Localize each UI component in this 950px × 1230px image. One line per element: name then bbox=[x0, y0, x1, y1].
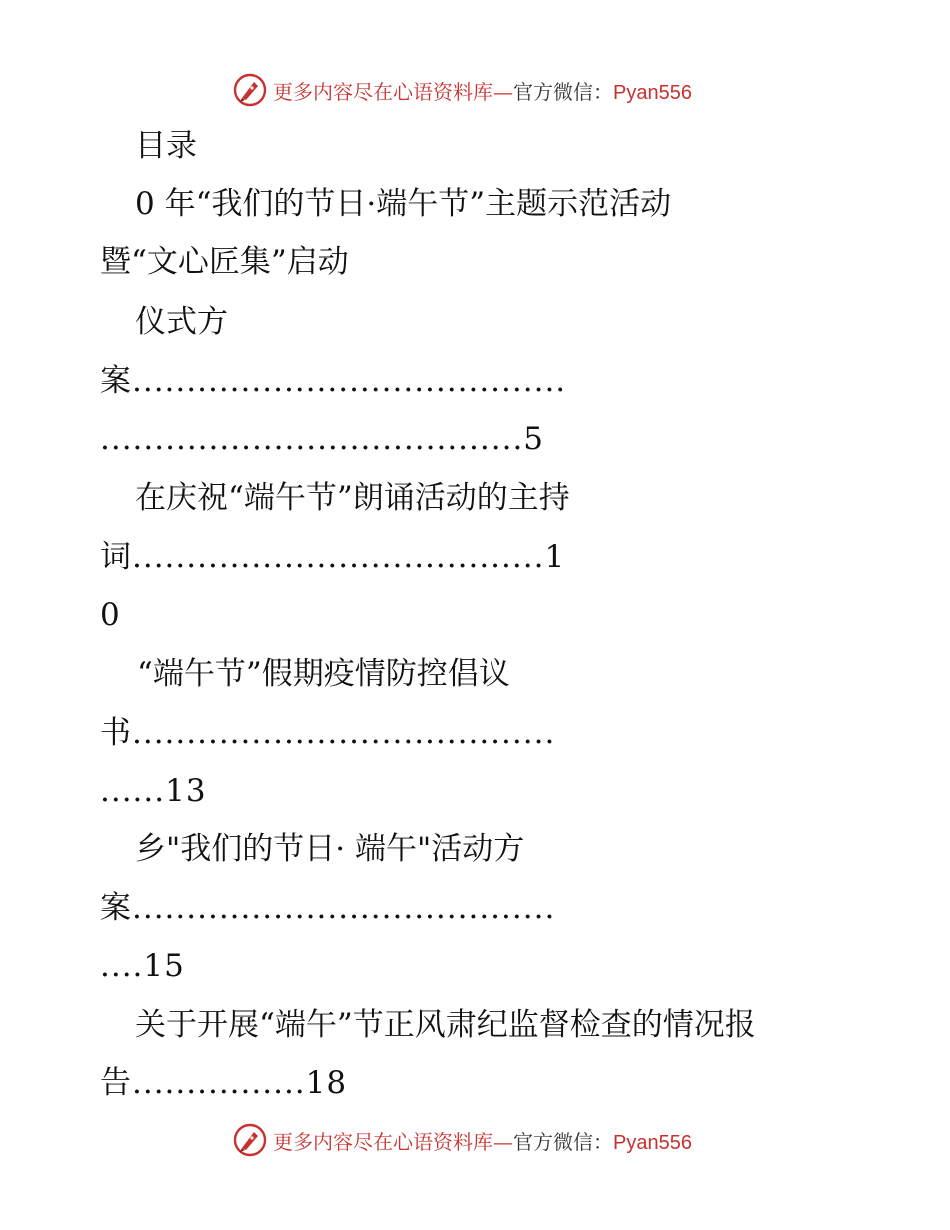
banner-dash: — bbox=[493, 79, 513, 104]
toc-entry-4-line-1[interactable]: 乡"我们的节日· 端午"活动方 bbox=[135, 831, 525, 867]
pen-nib-logo-icon bbox=[233, 1123, 267, 1157]
toc-entry-1-line-4[interactable]: 案........................................ bbox=[100, 363, 567, 399]
toc-entry-5-line-1[interactable]: 关于开展“端午”节正风肃纪监督检查的情况报 bbox=[135, 1007, 756, 1043]
toc-entry-1-line-1[interactable]: 0 年“我们的节日·端午节”主题示范活动 bbox=[135, 186, 672, 222]
banner-wechat-label: 官方微信： bbox=[513, 79, 613, 104]
toc-entry-1-line-2[interactable]: 暨“文心匠集”启动 bbox=[100, 244, 349, 280]
banner-account: Pyan556 bbox=[613, 1131, 692, 1154]
toc-entry-4-line-2[interactable]: 案....................................... bbox=[100, 890, 556, 926]
toc-entry-2-line-3[interactable]: 0 bbox=[100, 597, 120, 633]
banner-wechat-label: 官方微信： bbox=[513, 1129, 613, 1154]
banner-text bbox=[273, 1126, 692, 1155]
banner-dash: — bbox=[493, 1129, 513, 1154]
toc-entry-5-line-2[interactable]: 告................18 bbox=[100, 1065, 348, 1101]
toc-entry-4-line-3[interactable]: ....15 bbox=[100, 948, 185, 984]
banner-site-text: 更多内容尽在心语资料库 bbox=[273, 1129, 493, 1154]
toc-entry-3-line-3[interactable]: ......13 bbox=[100, 773, 207, 809]
toc-entry-3-line-1[interactable]: “端午节”假期疫情防控倡议 bbox=[137, 656, 510, 692]
banner-account: Pyan556 bbox=[613, 81, 692, 104]
footer-banner bbox=[233, 1120, 713, 1160]
toc-entry-3-line-2[interactable]: 书....................................... bbox=[100, 715, 556, 751]
toc-entry-2-line-2[interactable]: 词......................................1 bbox=[100, 539, 566, 575]
toc-entry-1-line-5[interactable]: .......................................5 bbox=[100, 421, 545, 457]
toc-title: 目录 bbox=[135, 128, 197, 164]
toc-entry-1-line-3[interactable]: 仪式方 bbox=[135, 304, 228, 340]
toc-entry-2-line-1[interactable]: 在庆祝“端午节”朗诵活动的主持 bbox=[135, 480, 570, 516]
banner-site-text: 更多内容尽在心语资料库 bbox=[273, 79, 493, 104]
